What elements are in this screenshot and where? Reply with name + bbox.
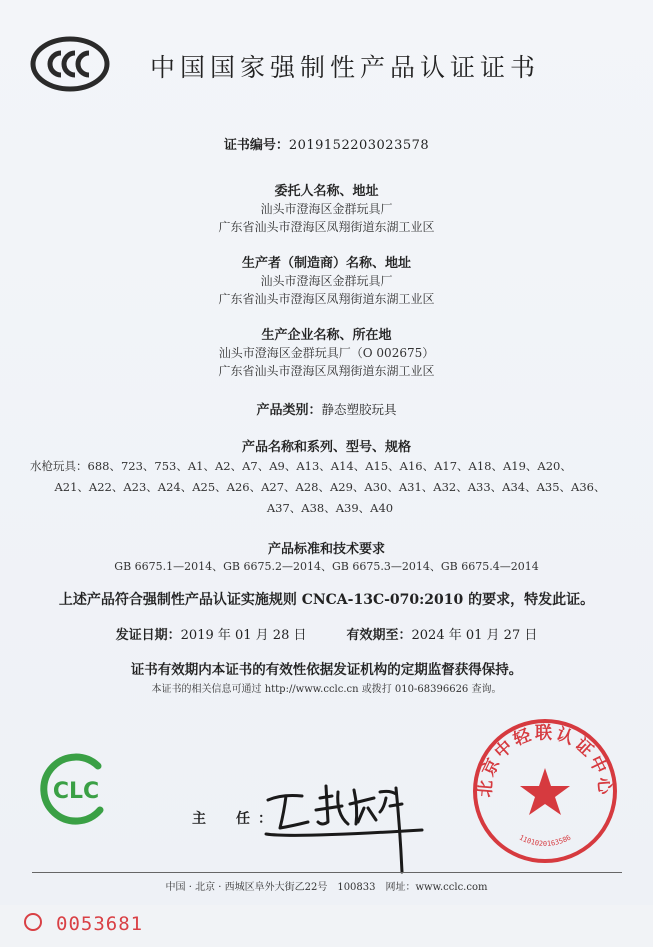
- ccc-logo-icon: [30, 36, 110, 92]
- certificate-title: 中国国家强制性产品认证证书: [150, 53, 541, 82]
- issue-date-value: 2019 年 01 月 28 日: [180, 628, 307, 643]
- category-row: [0, 399, 653, 418]
- factory-name: 汕头市澄海区金群玩具厂（O 002675）: [218, 346, 435, 360]
- serial-number: 0053681: [56, 913, 144, 935]
- manufacturer-address: 广东省汕头市澄海区凤翔街道东湖工业区: [218, 292, 435, 306]
- applicant-address: 广东省汕头市澄海区凤翔街道东湖工业区: [218, 220, 435, 234]
- certification-center-seal: [470, 716, 620, 866]
- products-line: A21、A22、A23、A24、A25、A26、A27、A28、A29、A30、A31、A32、A33、A34、A35、A36、: [54, 480, 606, 494]
- applicant-heading: 委托人名称、地址: [274, 184, 379, 199]
- serial-circle-icon: [24, 913, 42, 931]
- certificate-number-label: 证书编号：: [223, 138, 289, 153]
- category-label: 产品类别：: [256, 403, 322, 418]
- products-line: A37、A38、A39、A40: [266, 501, 394, 515]
- issue-date-label: 发证日期：: [115, 628, 181, 643]
- standards-value: GB 6675.1—2014、GB 6675.2—2014、GB 6675.3—2014、GB 6675.4—2014: [114, 560, 539, 573]
- factory-address: 广东省汕头市澄海区凤翔街道东湖工业区: [218, 364, 435, 378]
- manufacturer-name: 汕头市澄海区金群玩具厂: [260, 274, 393, 288]
- footer-address: 中国 · 北京 · 西城区阜外大街乙22号 100833 网址：www.cclc.com: [165, 882, 488, 893]
- standards-heading: 产品标准和技术要求: [267, 542, 385, 557]
- validity-note: 证书有效期内本证书的有效性依据发证机构的定期监督获得保持。: [130, 662, 523, 678]
- seal-text: 北京中轻联认证中心: [475, 723, 615, 799]
- manufacturer-heading: 生产者（制造商）名称、地址: [241, 256, 411, 271]
- expiry-date-label: 有效期至：: [346, 628, 412, 643]
- products-heading: 产品名称和系列、型号、规格: [241, 440, 411, 455]
- info-note: 本证书的相关信息可通过 http://www.cclc.cn 或拨打 010-68396626 查询。: [151, 684, 502, 695]
- category-value: 静态塑胶玩具: [321, 402, 397, 417]
- certificate-number-row: [0, 134, 653, 153]
- expiry-date-value: 2024 年 01 月 27 日: [411, 628, 538, 643]
- products-list: [30, 456, 630, 519]
- clc-logo-icon: [36, 752, 116, 826]
- svg-text:1101020163586: [518, 834, 572, 848]
- factory-heading: 生产企业名称、所在地: [261, 328, 392, 343]
- clc-logo-text: CLC: [52, 779, 100, 804]
- compliance-statement: 上述产品符合强制性产品认证实施规则 CNCA-13C-070:2010 的要求，特发此证。: [58, 592, 595, 608]
- director-label: 主 任：: [192, 811, 280, 827]
- products-line: 水枪玩具：688、723、753、A1、A2、A7、A9、A13、A14、A15、A16、A17、A18、A19、A20、: [30, 459, 572, 473]
- serial-number-row: [24, 913, 143, 935]
- seal-star-icon: [520, 768, 570, 815]
- footer-divider: [32, 872, 622, 873]
- dates-row: [0, 624, 653, 643]
- seal-number: 1101020163586: [517, 833, 573, 848]
- applicant-name: 汕头市澄海区金群玩具厂: [260, 202, 393, 216]
- certificate-number: 2019152203023578: [288, 138, 430, 153]
- director-signature: [262, 778, 432, 874]
